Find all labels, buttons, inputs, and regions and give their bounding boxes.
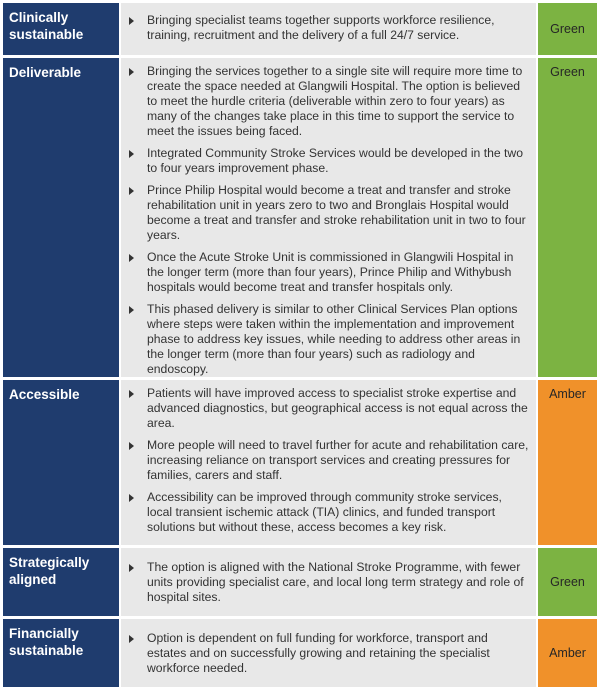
bullet-text: Accessibility can be improved through community stroke services, local transient ischemic attack (TIA) clinics, and funded transport solutions but without these, access becomes a key risk. <box>147 490 502 534</box>
row-content <box>121 548 536 616</box>
bullet-text: Patients will have improved access to specialist stroke expertise and advanced diagnostics, but geographical access is not equal across the area. <box>147 386 528 430</box>
table-row-financially-sustainable <box>3 619 597 687</box>
row-content <box>121 3 536 55</box>
bullet-arrow-icon <box>129 150 134 158</box>
table-row-clinically-sustainable <box>3 3 597 55</box>
table-row-accessible <box>3 380 597 545</box>
bullet-text: More people will need to travel further for acute and rehabilitation care, increasing reliance on transport services and creating pressures for families, carers and staff. <box>147 438 529 482</box>
row-content <box>121 58 536 377</box>
bullet-text: Once the Acute Stroke Unit is commissioned in Glangwili Hospital in the longer term (more than four years), Prince Philip and Withybush hospitals would become treat and transfer hospitals only. <box>147 250 514 294</box>
table-row-strategically-aligned <box>3 548 597 616</box>
status-badge: Amber <box>538 380 597 545</box>
list-item <box>121 631 530 676</box>
bullet-arrow-icon <box>129 564 134 572</box>
table-row-deliverable <box>3 58 597 377</box>
bullet-text: Integrated Community Stroke Services would be developed in the two to four years improvement phase. <box>147 146 523 175</box>
row-label: Financially sustainable <box>3 619 119 687</box>
list-item <box>121 183 530 243</box>
bullet-arrow-icon <box>129 442 134 450</box>
row-content <box>121 380 536 545</box>
list-item <box>121 490 530 535</box>
list-item <box>121 386 530 431</box>
bullet-arrow-icon <box>129 187 134 195</box>
bullet-text: The option is aligned with the National Stroke Programme, with fewer units providing specialist care, and local long term strategy and role of hospital sites. <box>147 560 524 604</box>
bullet-arrow-icon <box>129 254 134 262</box>
list-item <box>121 250 530 295</box>
bullet-text: Prince Philip Hospital would become a treat and transfer and stroke rehabilitation unit in years zero to two and Bronglais Hospital would become a treat and transfer and stroke rehabilitation unit in two to four years. <box>147 183 526 242</box>
bullet-text: Bringing specialist teams together supports workforce resilience, training, recruitment and the delivery of a full 24/7 service. <box>147 13 495 42</box>
bullet-arrow-icon <box>129 635 134 643</box>
list-item <box>121 302 530 377</box>
bullet-arrow-icon <box>129 17 134 25</box>
status-badge: Green <box>538 548 597 616</box>
list-item <box>121 560 530 605</box>
list-item <box>121 146 530 176</box>
bullet-text: This phased delivery is similar to other Clinical Services Plan options where steps were taken within the implementation and improvement phase to address key issues, while needing to address other areas in the longer term (more than four years) such as radiology and endoscopy. <box>147 302 521 376</box>
status-badge: Green <box>538 58 597 377</box>
row-label: Deliverable <box>3 58 119 377</box>
bullet-arrow-icon <box>129 306 134 314</box>
list-item <box>121 13 530 43</box>
list-item <box>121 438 530 483</box>
status-badge: Green <box>538 3 597 55</box>
bullet-arrow-icon <box>129 68 134 76</box>
row-label: Strategically aligned <box>3 548 119 616</box>
bullet-arrow-icon <box>129 494 134 502</box>
bullet-text: Bringing the services together to a single site will require more time to create the space needed at Glangwili Hospital. The option is believed to meet the hurdle criteria (deliverable within zero to four years) as many of the changes take place in this time to support the service to meet the issues being faced. <box>147 64 523 138</box>
bullet-arrow-icon <box>129 390 134 398</box>
row-content <box>121 619 536 687</box>
bullet-text: Option is dependent on full funding for workforce, transport and estates and on successfully growing and retaining the specialist workforce needed. <box>147 631 490 675</box>
list-item <box>121 64 530 139</box>
row-label: Clinically sustainable <box>3 3 119 55</box>
row-label: Accessible <box>3 380 119 545</box>
status-badge: Amber <box>538 619 597 687</box>
